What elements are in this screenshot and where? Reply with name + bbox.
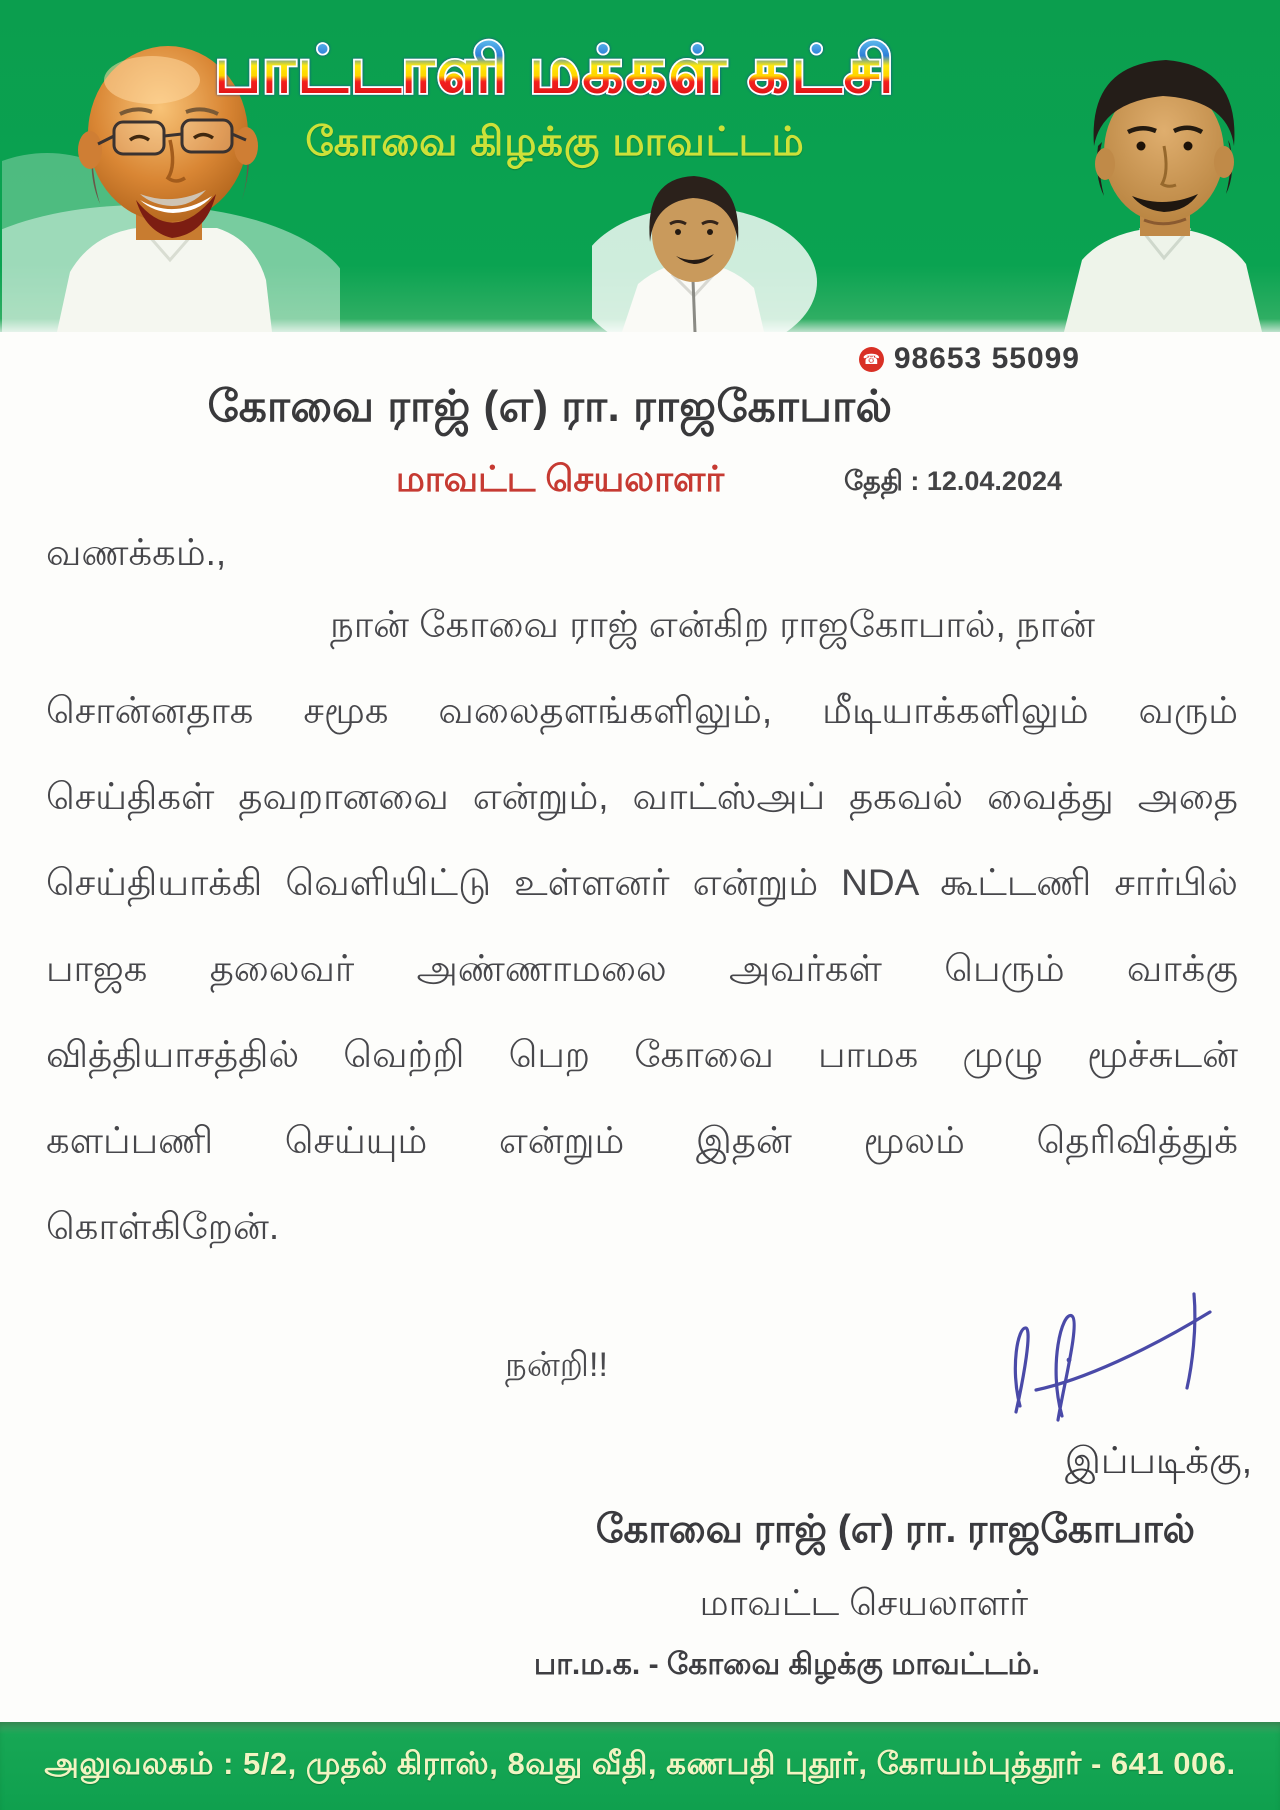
phone-row	[859, 342, 1080, 376]
body-line: சொன்னதாக சமூக வலைதளங்களிலும், மீடியாக்களிலும் வரும்	[46, 690, 1238, 731]
phone-icon: ☎	[859, 347, 884, 372]
office-address: அலுவலகம் : 5/2, முதல் கிராஸ், 8வது வீதி, கணபதி புதூர், கோயம்புத்தூர் - 641 006.	[44, 1746, 1236, 1781]
office-address-footer	[0, 1722, 1280, 1810]
party-name-banner	[165, 14, 945, 122]
body-line: களப்பணி செய்யும் என்றும் இதன் மூலம் தெரிவித்துக்	[46, 1120, 1238, 1161]
officer-title: மாவட்ட செயலாளர்	[395, 458, 725, 499]
body-line: பாஜக தலைவர் அண்ணாமலை அவர்கள் பெரும் வாக்கு	[46, 948, 1238, 989]
signoff: இப்படிக்கு,	[1064, 1440, 1252, 1481]
body-line: செய்தியாக்கி வெளியிட்டு உள்ளனர் என்றும் NDA கூட்டணி சார்பில்	[46, 862, 1238, 903]
secretary-portrait-photo	[592, 162, 856, 332]
leader-portrait-photo	[1048, 46, 1280, 332]
body-line: செய்திகள் தவறானவை என்றும், வாட்ஸ்அப் தகவல் வைத்து அதை	[46, 776, 1238, 817]
closing-org-line: பா.ம.க. - கோவை கிழக்கு மாவட்டம்.	[533, 1648, 1040, 1681]
body-line: வித்தியாசத்தில் வெற்றி பெற கோவை பாமக முழு மூச்சுடன்	[46, 1034, 1238, 1075]
district-subtitle: கோவை கிழக்கு மாவட்டம்	[305, 120, 805, 164]
salutation: வணக்கம்.,	[46, 532, 227, 573]
closing-title: மாவட்ட செயலாளர்	[699, 1582, 1028, 1623]
phone-number: 98653 55099	[893, 342, 1080, 375]
body-line: கொள்கிறேன்.	[46, 1206, 280, 1247]
letter-body-paragraph	[46, 588, 1238, 1276]
handwritten-signature	[998, 1288, 1230, 1430]
letter-date: தேதி : 12.04.2024	[843, 466, 1062, 496]
closing-name: கோவை ராஜ் (எ) ரா. ராஜகோபால்	[595, 1508, 1195, 1551]
body-line: நான் கோவை ராஜ் என்கிற ராஜகோபால், நான்	[330, 604, 1095, 645]
thanks-note: நன்றி!!	[505, 1346, 608, 1384]
party-header-banner	[0, 0, 1280, 332]
officer-name: கோவை ராஜ் (எ) ரா. ராஜகோபால்	[207, 382, 893, 431]
party-name-text: பாட்டாளி மக்கள் கட்சி	[214, 34, 896, 106]
